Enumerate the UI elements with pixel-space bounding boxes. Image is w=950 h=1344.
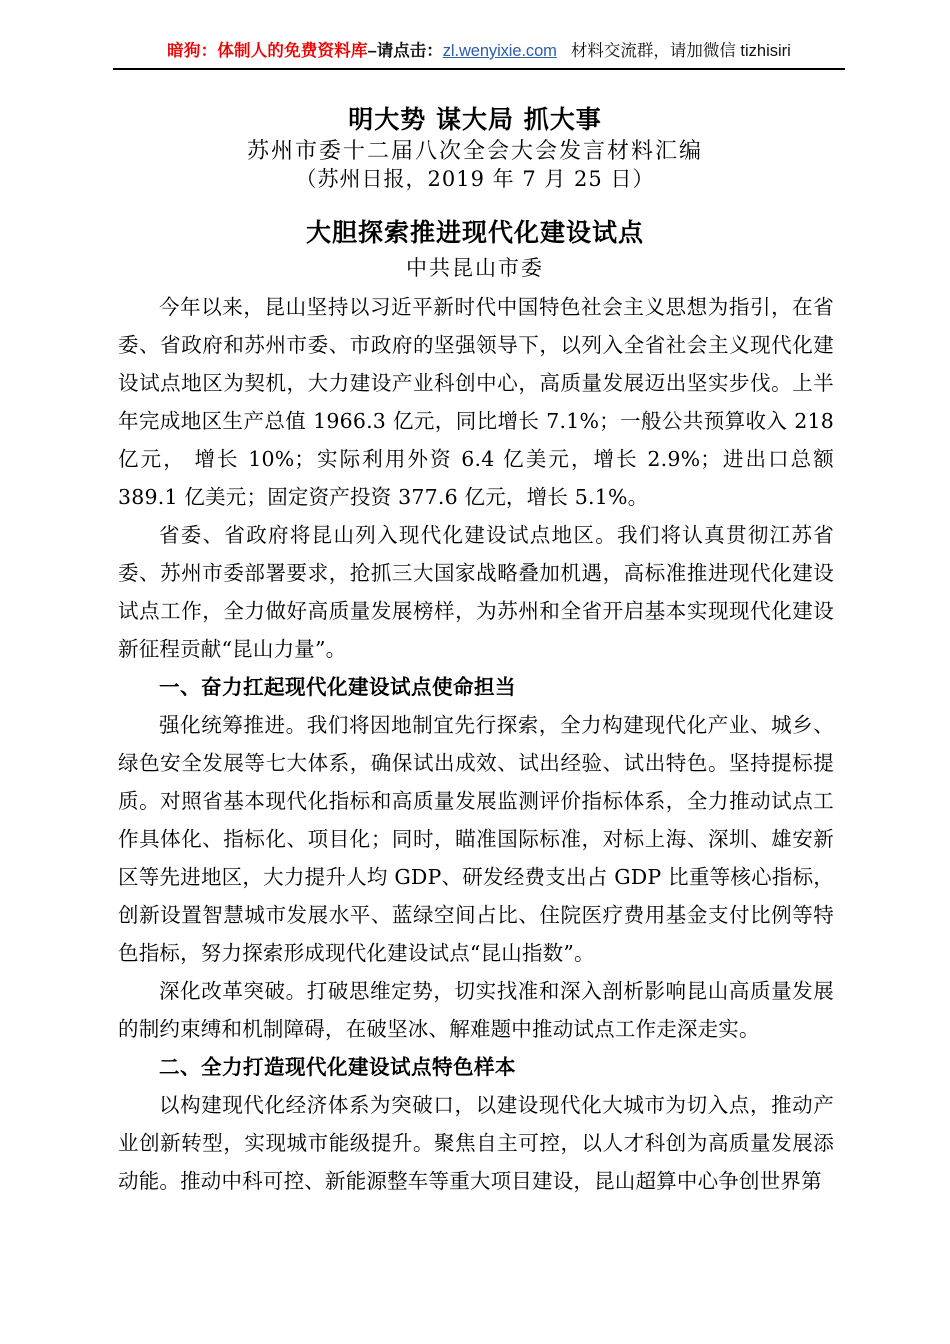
promo-wechat-text: 材料交流群，请加微信 tizhisiri	[570, 42, 791, 60]
paragraph-opening-overview: 今年以来，昆山坚持以习近平新时代中国特色社会主义思想为指引，在省委、省政府和苏州市委、市政府的坚强领导下，以列入全省社会主义现代化建设试点地区为契机，大力建设产业科创中心，高质量发展迈出坚实步伐。上半年完成地区生产总值 1966.3 亿元，同比增长 7.1%；一般公共预算收入 218 亿元， 增长 10%；实际利用外资 6.4 亿美元，增长 2.9%；进出口总额 389.1 亿美元；固定资产投资 377.6 亿元，增长 5.1%。	[118, 295, 834, 509]
paragraph-strengthen-coordination: 强化统筹推进。我们将因地制宜先行探索，全力构建现代化产业、城乡、绿色安全发展等七大体系，确保试出成效、试出经验、试出特色。坚持提标提质。对照省基本现代化指标和高质量发展监测评价指标体系，全力推动试点工作具体化、指标化、项目化；同时，瞄准国际标准，对标上海、深圳、雄安新区等先进地区，大力提升人均 GDP、研发经费支出占 GDP 比重等核心指标，创新设置智慧城市发展水平、蓝绿空间占比、住院医疗费用基金支付比例等特色指标，努力探索形成现代化建设试点“昆山指数”。	[118, 713, 834, 965]
paragraph-deepen-reform: 深化改革突破。打破思维定势，切实找准和深入剖析影响昆山高质量发展的制约束缚和机制障碍，在破坚冰、解难题中推动试点工作走深走实。	[118, 979, 834, 1041]
article-author: 中共昆山市委	[406, 256, 544, 280]
article-title: 大胆探索推进现代化建设试点	[305, 218, 644, 247]
paragraph-modern-economy-system: 以构建现代化经济体系为突破口，以建设现代化大城市为切入点，推动产业创新转型，实现城市能级提升。聚焦自主可控，以人才科创为高质量发展添动能。推动中科可控、新能源整车等重大项目建设，昆山超算中心争创世界第	[118, 1093, 834, 1193]
promo-red-text: 暗狗：体制人的免费资料库	[167, 42, 368, 60]
paragraph-provincial-designation: 省委、省政府将昆山列入现代化建设试点地区。我们将认真贯彻江苏省委、苏州市委部署要求，抢抓三大国家战略叠加机遇，高标准推进现代化建设试点工作，全力做好高质量发展榜样，为苏州和全省开启基本实现现代化建设新征程贡献“昆山力量”。	[118, 523, 834, 661]
section-heading-one: 一、奋力扛起现代化建设试点使命担当	[159, 675, 516, 699]
promo-site-link[interactable]: zl.wenyixie.com	[442, 42, 557, 60]
compilation-subtitle: 苏州市委十二届八次全会大会发言材料汇编	[246, 139, 703, 164]
promo-banner	[113, 40, 845, 70]
compilation-main-title: 明大势 谋大局 抓大事	[348, 105, 602, 134]
section-heading-two: 二、全力打造现代化建设试点特色样本	[159, 1055, 516, 1079]
promo-click-prompt: –请点击：	[367, 42, 443, 60]
compilation-source-line: （苏州日报，2019 年 7 月 25 日）	[295, 167, 655, 191]
article-body	[118, 288, 834, 1200]
